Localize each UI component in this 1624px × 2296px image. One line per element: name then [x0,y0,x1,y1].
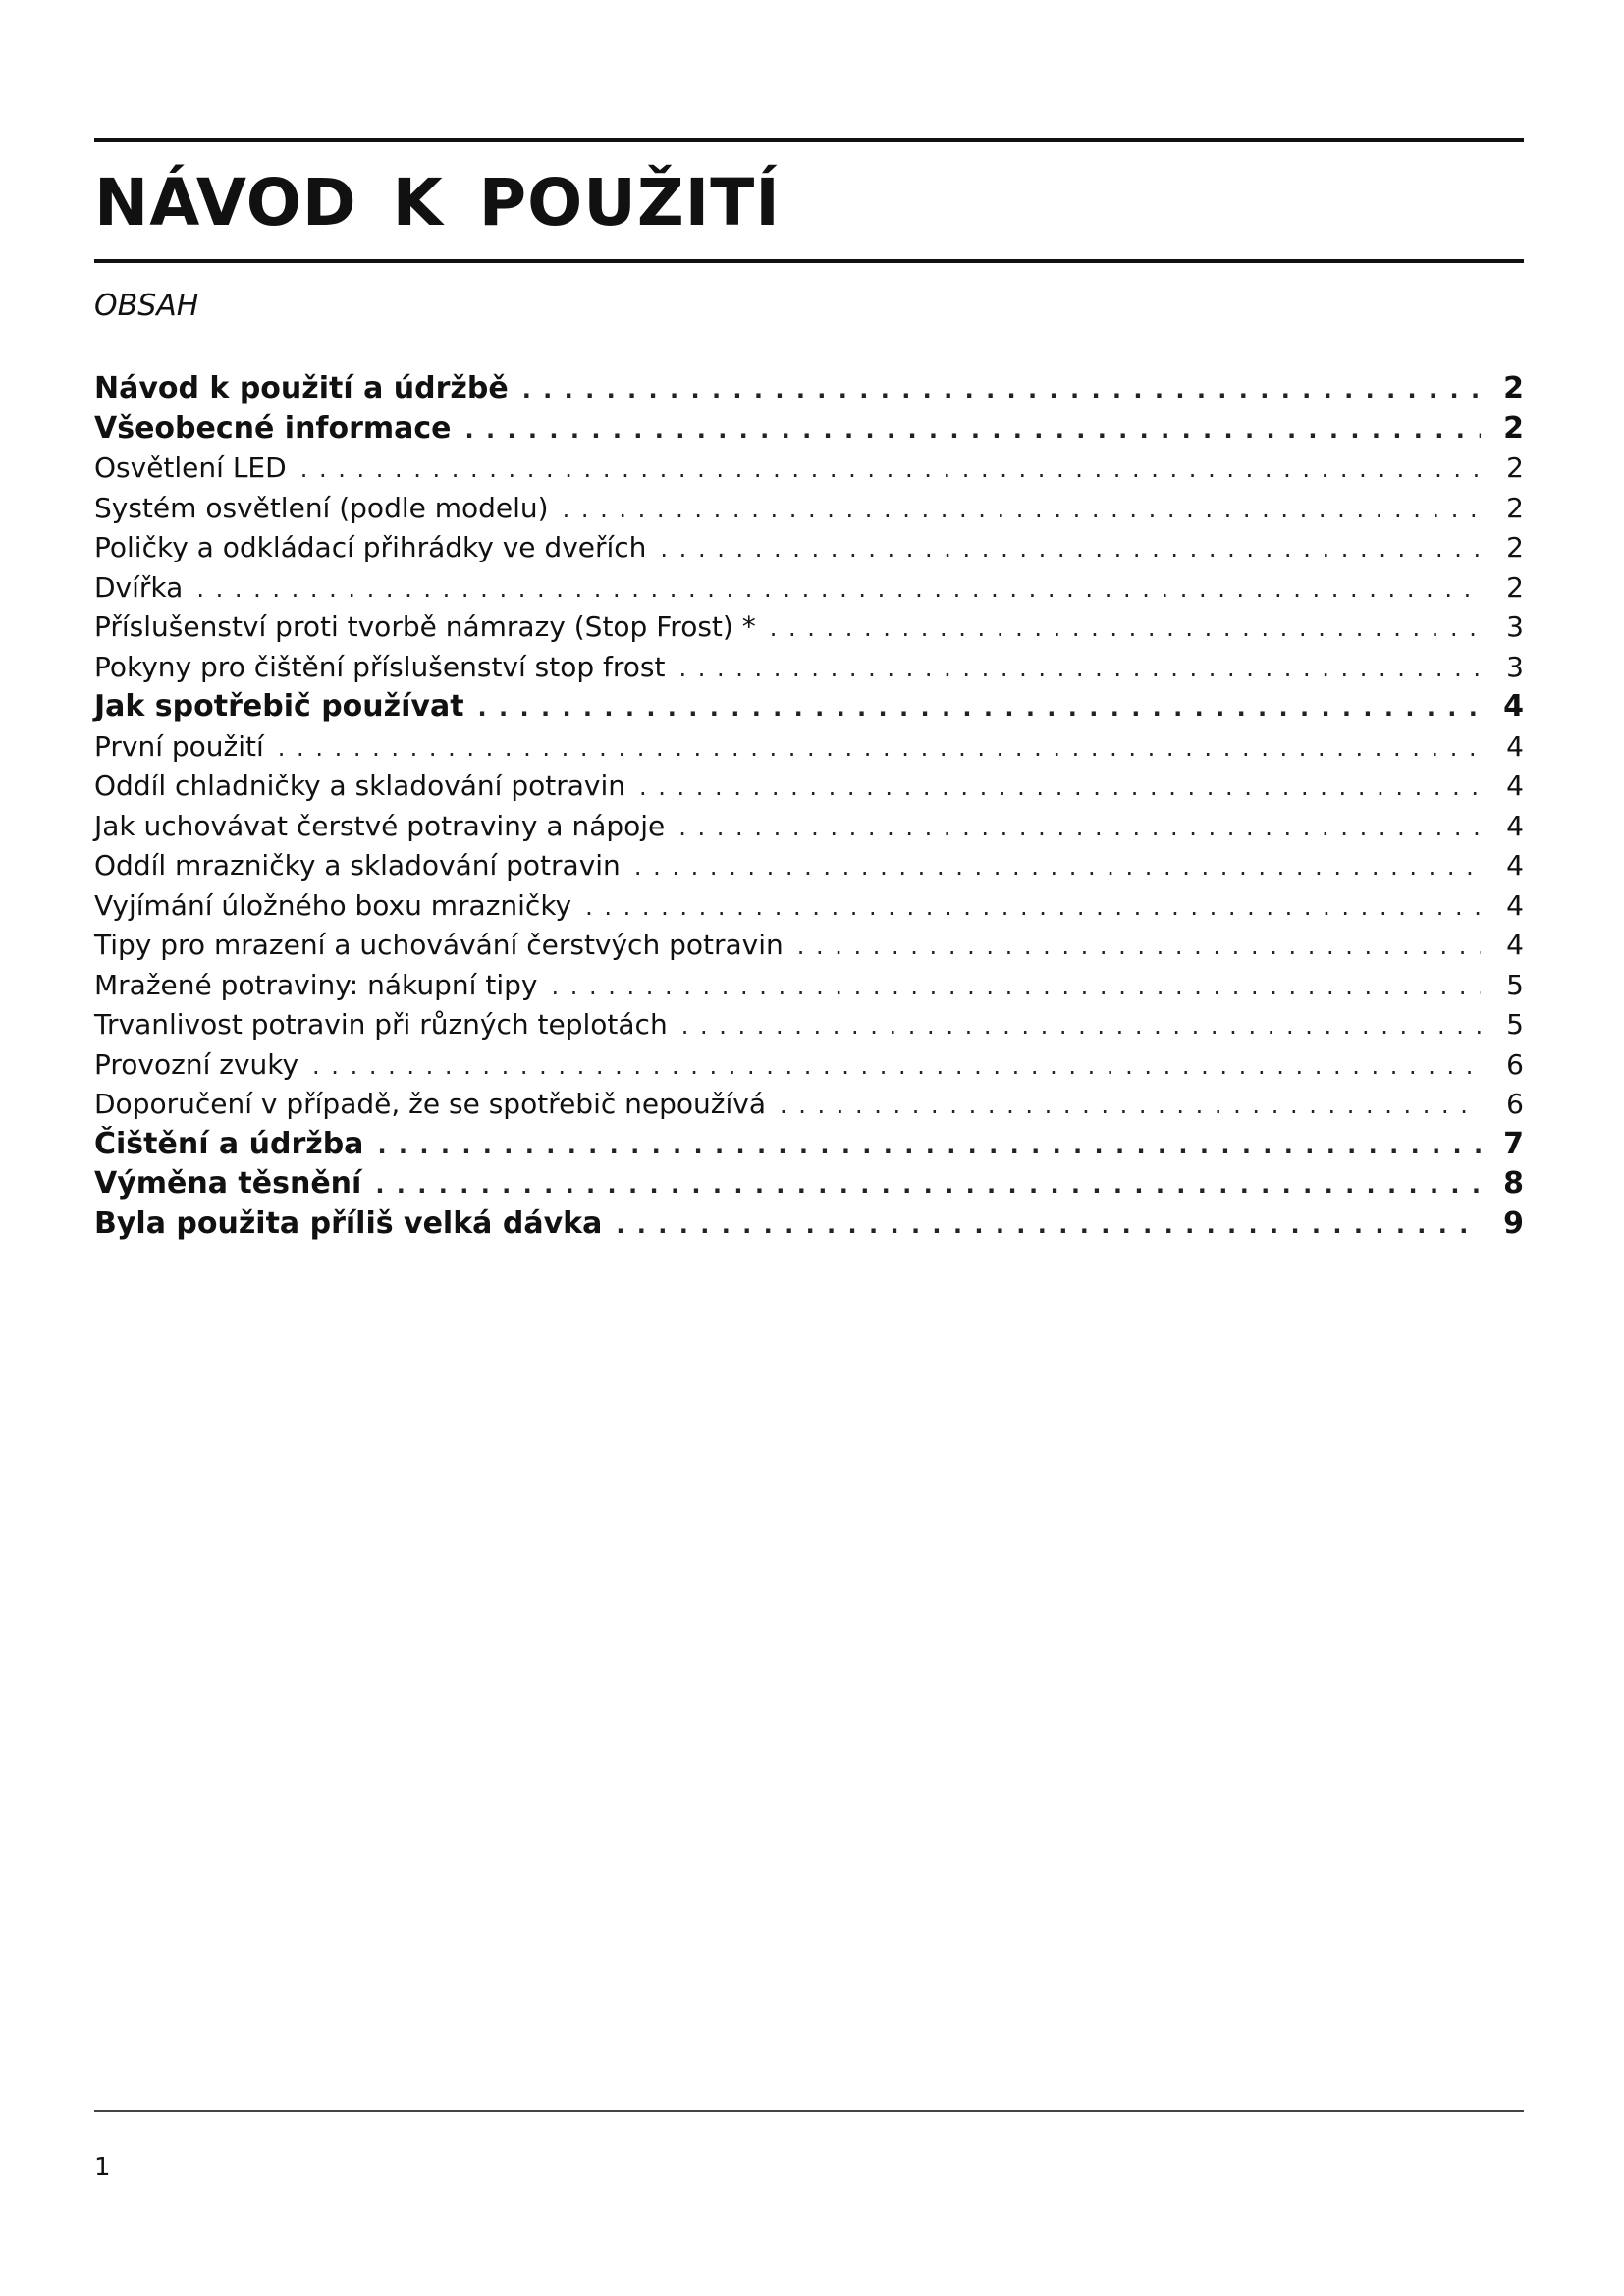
toc-dot-leader [563,490,1481,529]
toc-entry-label: Čištění a údržba [94,1126,364,1161]
toc-entry-label: Jak spotřebič používat [94,689,464,723]
toc-dot-leader [660,529,1481,568]
toc-entry-page: 9 [1503,1205,1524,1241]
toc-entry-label: Oddíl chladničky a skladování potravin [94,770,626,802]
toc-entry[interactable] [94,409,1524,450]
toc-entry[interactable] [94,608,1524,648]
toc-entry-label: Mražené potraviny: nákupní tipy [94,968,538,1001]
toc-entry-label: Vyjímání úložného boxu mrazničky [94,888,572,922]
toc-entry-page: 4 [1506,809,1524,842]
toc-dot-leader [797,927,1481,966]
toc-entry-page: 2 [1503,410,1524,446]
toc-entry[interactable] [94,568,1524,609]
toc-dot-leader [312,1046,1481,1086]
toc-entry-page: 4 [1503,689,1524,723]
toc-dot-leader [585,887,1481,927]
toc-entry[interactable] [94,449,1524,489]
top-rule [94,138,1524,142]
toc-dot-leader [377,1126,1481,1165]
toc-dot-leader [278,728,1481,768]
toc-entry[interactable] [94,807,1524,847]
toc-entry-page: 7 [1503,1126,1524,1161]
toc-entry-label: Výměna těsnění [94,1166,362,1201]
toc-entry[interactable] [94,687,1524,727]
toc-entry[interactable] [94,489,1524,529]
toc-dot-leader [551,967,1481,1006]
toc-entry-page: 3 [1506,611,1524,643]
toc-entry-label: První použití [94,729,264,763]
toc-entry[interactable] [94,369,1524,409]
toc-entry-page: 8 [1503,1166,1524,1201]
toc-dot-leader [634,847,1481,886]
toc-entry[interactable] [94,1125,1524,1165]
toc-entry-page: 5 [1506,968,1524,1001]
toc-entry-label: Provozní zvuky [94,1047,299,1081]
toc-entry-page: 2 [1506,491,1524,524]
toc-entry-label: Tipy pro mrazení a uchovávání čerstvých potravin [94,929,784,961]
toc-entry-page: 4 [1506,929,1524,961]
toc-entry-page: 4 [1506,888,1524,922]
toc-dot-leader [196,569,1481,609]
toc-entry[interactable] [94,886,1524,927]
contents-label: OBSAH [94,289,199,323]
toc-entry-page: 2 [1506,452,1524,484]
toc-dot-leader [770,609,1481,648]
page-number: 1 [94,2153,111,2182]
toc-entry-page: 4 [1506,770,1524,802]
toc-dot-leader [522,370,1481,409]
toc-entry-label: Návod k použití a údržbě [94,371,509,405]
toc-entry-label: Oddíl mrazničky a skladování potravin [94,849,621,881]
title-underline-rule [94,259,1524,263]
toc-dot-leader [639,768,1481,807]
toc-entry[interactable] [94,1164,1524,1204]
toc-entry[interactable] [94,767,1524,807]
toc-entry[interactable] [94,926,1524,966]
toc-entry-page: 5 [1506,1008,1524,1041]
toc-entry[interactable] [94,1085,1524,1125]
toc-entry-page: 6 [1506,1088,1524,1120]
toc-entry-page: 2 [1503,371,1524,405]
toc-dot-leader [678,808,1481,847]
table-of-contents [94,369,1524,1244]
toc-entry-label: Příslušenství proti tvorbě námrazy (Stop Frost) * [94,611,756,643]
toc-entry-label: Dvířka [94,570,184,604]
toc-entry-label: Osvětlení LED [94,452,287,484]
toc-entry-label: Jak uchovávat čerstvé potraviny a nápoje [94,809,666,842]
toc-dot-leader [679,649,1482,688]
toc-entry[interactable] [94,966,1524,1006]
toc-entry-label: Pokyny pro čištění příslušenství stop frost [94,650,666,683]
toc-entry[interactable] [94,727,1524,768]
toc-entry-page: 4 [1506,849,1524,881]
toc-entry-page: 3 [1506,650,1524,683]
toc-entry-page: 4 [1506,729,1524,763]
toc-dot-leader [780,1086,1481,1125]
toc-entry-label: Systém osvětlení (podle modelu) [94,491,549,524]
toc-entry[interactable] [94,648,1524,688]
toc-entry[interactable] [94,1005,1524,1045]
toc-entry-label: Trvanlivost potravin při různých teplotách [94,1008,668,1041]
toc-entry-label: Poličky a odkládací přihrádky ve dveřích [94,531,647,563]
toc-entry-page: 2 [1506,570,1524,604]
toc-entry-label: Byla použita příliš velká dávka [94,1205,603,1241]
toc-entry[interactable] [94,1045,1524,1086]
footer-rule [94,2110,1524,2112]
toc-entry[interactable] [94,528,1524,568]
toc-dot-leader [300,450,1481,489]
toc-entry-label: Všeobecné informace [94,410,452,446]
toc-entry[interactable] [94,1204,1524,1245]
toc-dot-leader [616,1205,1481,1245]
toc-entry-page: 2 [1506,531,1524,563]
toc-entry[interactable] [94,846,1524,886]
toc-dot-leader [681,1006,1481,1045]
toc-entry-page: 6 [1506,1047,1524,1081]
toc-dot-leader [478,688,1481,727]
toc-dot-leader [375,1165,1481,1204]
toc-entry-label: Doporučení v případě, že se spotřebič nepoužívá [94,1088,766,1120]
document-title: NÁVOD K POUŽITÍ [94,165,781,240]
toc-dot-leader [465,410,1481,450]
